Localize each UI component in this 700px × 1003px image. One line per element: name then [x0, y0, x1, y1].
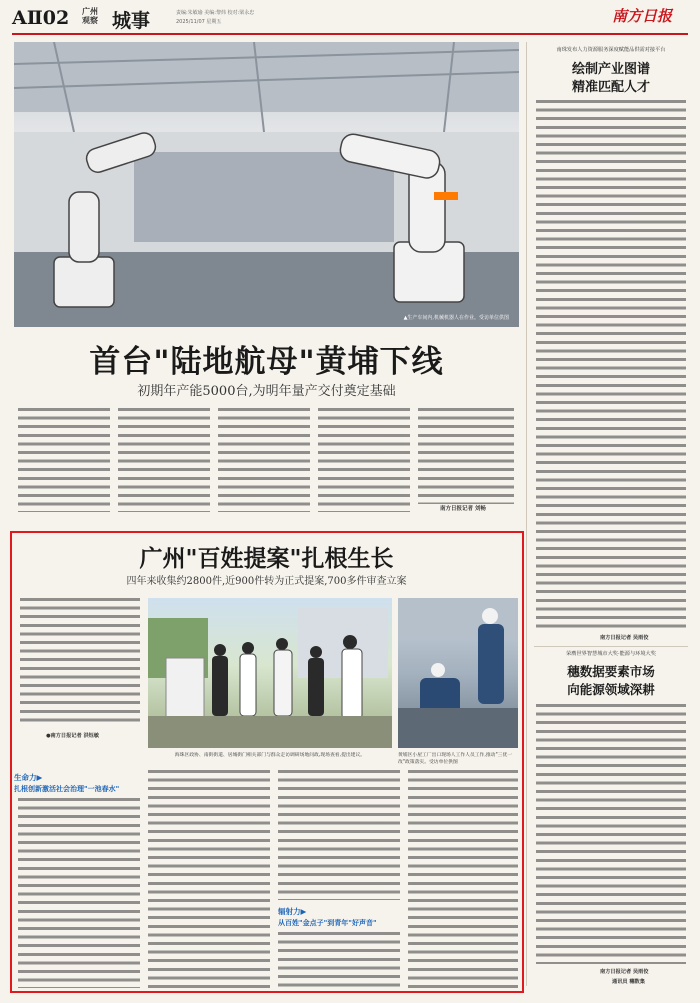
lead-body-col-2: [118, 408, 210, 512]
feature-byline: ●南方日报记者 洪钰敏: [46, 733, 100, 739]
lead-body-col-1: [18, 408, 110, 512]
lead-photo-caption: ▲生产车间内,机械机器人在作业。受访单位供图: [403, 315, 509, 321]
column-divider: [526, 42, 527, 986]
right-top-headline-2: 精准匹配人才: [571, 80, 650, 95]
right-bottom-kicker: 荣膺世界智慧城市大奖·能源与环境大奖: [566, 651, 656, 657]
page-number: AⅡ02: [12, 7, 70, 29]
feature-body-col-2: [148, 770, 270, 988]
newspaper-logo: 南方日报: [612, 7, 673, 25]
feature-photo-2-caption: 黄埔区小屋工厂出口现场人工作人员工作,推动"三优一改"政策落实。受访单位供图: [398, 753, 513, 765]
feature-photo-1-caption: 海珠区政协、南街街道、居城街门相关部门与群众走访调研场地问政,现场查看,提出建议。: [174, 753, 366, 758]
right-bottom-byline-2: 通讯员 穗数集: [612, 979, 645, 985]
feature-intro-text: [20, 598, 140, 724]
credits-line: 责编:朱敏瑜 美编:黎炜 校对:梁永忠: [176, 10, 255, 16]
feature-sub2-title: 从百姓"金点子"到青年"好声音": [278, 919, 377, 927]
lead-subheadline: 初期年产能5000台,为明年量产交付奠定基础: [137, 384, 396, 399]
right-bottom-byline: 南方日报记者 吴雨佼: [600, 969, 649, 975]
right-top-body: [536, 100, 686, 630]
feature-subheadline: 四年来收集约2800件,近900件转为正式提案,700多件审查立案: [126, 576, 407, 587]
right-top-byline: 南方日报记者 吴雨佼: [600, 635, 649, 641]
section-label: 城事: [112, 10, 151, 32]
lead-body-col-4: [318, 408, 410, 512]
right-divider: [534, 646, 688, 647]
lead-body-col-5: [418, 408, 514, 504]
right-bottom-body: [536, 704, 686, 964]
lead-body-col-3: [218, 408, 310, 512]
masthead: [0, 0, 700, 36]
feature-body-col-3b: [278, 932, 400, 988]
lead-photo: [14, 42, 519, 327]
feature-body-col-1: [18, 798, 140, 988]
masthead-rule: [12, 33, 688, 35]
right-top-headline-1: 绘制产业图谱: [571, 62, 650, 77]
lead-byline: 南方日报记者 刘畅: [440, 506, 486, 512]
feature-sub1-label: 生命力▶: [14, 773, 43, 782]
feature-sub2-label: 辐射力▶: [278, 907, 307, 916]
feature-body-col-3: [278, 770, 400, 900]
section-label-small: 广州观察: [82, 7, 98, 25]
feature-sub1-title: 扎根创新激活社会治理"一池春水": [14, 785, 120, 793]
feature-photo-1: [148, 598, 392, 748]
feature-headline: 广州"百姓提案"扎根生长: [139, 545, 394, 572]
right-bottom-headline-2: 向能源领域深耕: [567, 682, 655, 697]
right-top-kicker: 南珠发布人力资源服务深度赋能品供需对接平台: [556, 47, 666, 53]
right-bottom-headline-1: 穗数据要素市场: [567, 664, 655, 679]
lead-headline: 首台"陆地航母"黄埔下线: [89, 344, 444, 380]
date-line: 2025/11/07 星期五: [176, 19, 222, 25]
feature-body-col-4: [408, 770, 518, 988]
feature-photo-2: [398, 598, 518, 748]
